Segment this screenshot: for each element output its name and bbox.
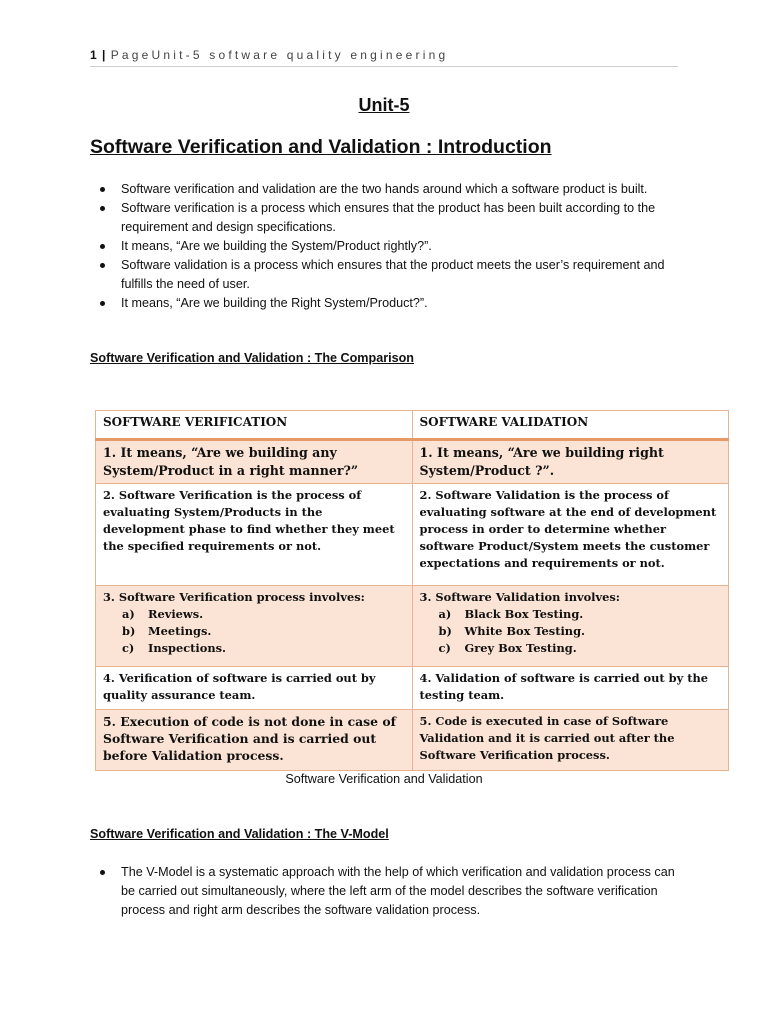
- table-cell: [412, 586, 728, 667]
- list-item: Software validation is a process which ensures that the product meets the user’s requirement and fulfills the need of user.: [90, 256, 680, 294]
- list-item: [438, 623, 721, 640]
- table-row: [96, 710, 729, 771]
- list-item-text: Black Box Testing.: [464, 607, 584, 621]
- list-item: The V-Model is a systematic approach with the help of which verification and validation process can be carried out simultaneously, where the left arm of the model describes the software verification process and right arm describes the software validation process.: [90, 863, 680, 920]
- table-row: [96, 586, 729, 667]
- table-cell: [96, 586, 413, 667]
- list-item-text: Grey Box Testing.: [464, 641, 577, 655]
- list-marker: c): [438, 641, 451, 655]
- list-item-text: Reviews.: [148, 607, 204, 621]
- table-header-row: [96, 411, 729, 440]
- cell-intro: 3. Software Verification process involves:: [103, 590, 365, 604]
- comparison-section-title: Software Verification and Validation : The Comparison: [90, 351, 414, 365]
- table-row: [96, 484, 729, 586]
- table-cell: 1. It means, “Are we building right System/Product ?”.: [412, 440, 728, 484]
- table-cell: 4. Validation of software is carried out by the testing team.: [412, 667, 728, 710]
- table-cell: 4. Verification of software is carried out by quality assurance team.: [96, 667, 413, 710]
- list-marker: c): [122, 641, 135, 655]
- validation-column-header: SOFTWARE VALIDATION: [412, 411, 728, 440]
- list-item: [122, 606, 405, 623]
- list-item: [122, 640, 405, 657]
- list-item: It means, “Are we building the Right System/Product?”.: [90, 294, 680, 313]
- table-row: [96, 440, 729, 484]
- list-item-text: Meetings.: [148, 624, 212, 638]
- unit-title: Unit-5: [358, 95, 410, 115]
- list-item: Software verification is a process which ensures that the product has been built according to the requirement and design specifications.: [90, 199, 680, 237]
- validation-activities-list: [420, 606, 721, 657]
- table-cell: 5. Code is executed in case of Software Validation and it is carried out after the Software Verification process.: [412, 710, 728, 771]
- header-separator: |: [97, 48, 111, 62]
- verification-column-header: SOFTWARE VERIFICATION: [96, 411, 413, 440]
- page-header: [90, 48, 678, 67]
- verification-activities-list: [103, 606, 405, 657]
- list-marker: a): [438, 607, 452, 621]
- main-title: Software Verification and Validation : Introduction: [90, 136, 552, 158]
- list-item: It means, “Are we building the System/Product rightly?”.: [90, 237, 680, 256]
- table-cell: 1. It means, “Are we building any System/Product in a right manner?”: [96, 440, 413, 484]
- vmodel-bullet-list: [90, 863, 680, 920]
- list-item-text: Inspections.: [148, 641, 227, 655]
- list-marker: b): [438, 624, 452, 638]
- cell-intro: 3. Software Validation involves:: [419, 590, 620, 604]
- list-item: [438, 606, 721, 623]
- table-caption: Software Verification and Validation: [285, 772, 483, 786]
- list-item-text: White Box Testing.: [464, 624, 586, 638]
- header-text: PageUnit-5 software quality engineering: [110, 48, 449, 62]
- comparison-table: [95, 410, 729, 771]
- vmodel-section-title: Software Verification and Validation : The V-Model: [90, 827, 389, 841]
- list-item: [122, 623, 405, 640]
- list-item: Software verification and validation are the two hands around which a software product is built.: [90, 180, 680, 199]
- table-cell: 2. Software Verification is the process of evaluating System/Products in the development phase to find whether they meet the specified requirements or not.: [96, 484, 413, 586]
- table-row: [96, 667, 729, 710]
- intro-bullet-list: [90, 180, 680, 313]
- table-cell: 5. Execution of code is not done in case of Software Verification and is carried out before Validation process.: [96, 710, 413, 771]
- list-marker: a): [122, 607, 135, 621]
- list-marker: b): [122, 624, 136, 638]
- list-item: [438, 640, 721, 657]
- table-cell: 2. Software Validation is the process of evaluating software at the end of development process in order to determine whether software Product/System meets the customer expectations and requirements or not.: [412, 484, 728, 586]
- page-number: 1: [90, 48, 98, 62]
